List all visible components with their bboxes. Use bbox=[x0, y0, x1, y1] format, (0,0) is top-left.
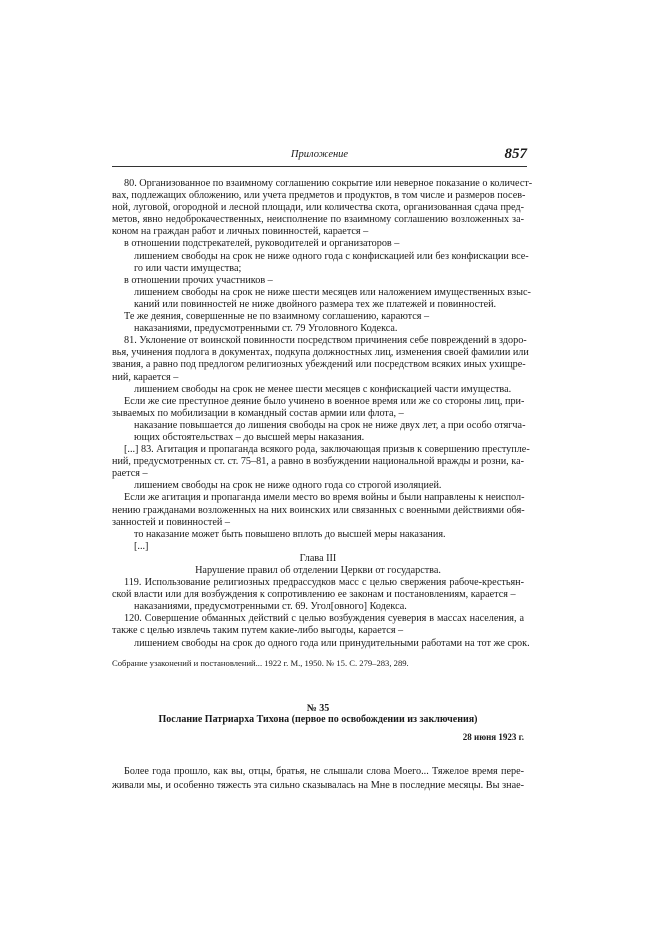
text-line: Если же агитация и пропаганда имели место во время войны и были направлены к неиспол- bbox=[124, 492, 525, 504]
text-line: 120. Совершение обманных действий с целью возбуждения суеверия в массах населения, а bbox=[124, 613, 524, 625]
text-line: также с целью извлечь таким путем какие-либо выгоды, карается – bbox=[112, 625, 404, 637]
text-line: лишением свободы на срок не ниже шести месяцев или наложением имущественных взыс- bbox=[134, 286, 531, 298]
text-line: лишением свободы на срок не менее шести месяцев с конфискацией части имущества. bbox=[134, 383, 512, 395]
text-line: наказаниями, предусмотренными ст. 69. Угол[овного] Кодекса. bbox=[134, 601, 407, 613]
text-line: наказание повышается до лишения свободы на срок не ниже двух лет, а при особо отягча- bbox=[134, 419, 526, 431]
text-line: [...] bbox=[134, 540, 149, 552]
text-line: 80. Организованное по взаимному соглашению сокрытие или неверное показание о количест- bbox=[124, 178, 533, 189]
text-line: го или части имущества; bbox=[134, 262, 242, 274]
text-line: звания, а равно под предлогом религиозных убеждений или посредством всяких иных ухищре- bbox=[112, 359, 526, 371]
chapter-heading: Глава III bbox=[299, 552, 337, 564]
text-line: лишением свободы на срок до одного года или принудительными работами на тот же срок. bbox=[134, 637, 530, 649]
text-line: вья, учинения подлога в документах, подкупа должностных лиц, изменения своей фамилии или bbox=[112, 347, 529, 359]
running-head-title: Приложение bbox=[290, 149, 349, 160]
text-line: Если же сие преступное деяние было учинено в военное время или же со стороны лиц, при- bbox=[124, 395, 525, 407]
text-line: в отношении подстрекателей, руководителей и организаторов – bbox=[124, 238, 400, 250]
text-line: Более года прошло, как вы, отцы, братья, не слышали слова Моего... Тяжелое время пере- bbox=[124, 766, 524, 777]
document-date: 28 июня 1923 г. bbox=[462, 732, 524, 742]
header-rule bbox=[112, 166, 527, 167]
text-line: лишением свободы на срок не ниже одного года с конфискацией или без конфискации все- bbox=[134, 250, 529, 262]
text-line: ний, карается – bbox=[112, 371, 179, 383]
text-line: 119. Использование религиозных предрассудков масс с целью свержения рабоче-крестьян- bbox=[124, 577, 524, 589]
text-line: то наказание может быть повышено вплоть до высшей меры наказания. bbox=[134, 528, 446, 540]
text-line: рается – bbox=[112, 468, 148, 480]
text-line: коном на граждан работ и личных повинностей, карается – bbox=[112, 226, 369, 238]
document-title: Послание Патриарха Тихона (первое по освобождении из заключения) bbox=[158, 714, 478, 725]
text-line: ний, предусмотренных ст. ст. 75–81, а равно в возбуждении национальной вражды и розни, ка- bbox=[112, 456, 524, 468]
text-line: ной, луговой, огородной и лесной площади, или количества скота, организованная сдача пред- bbox=[112, 202, 524, 214]
law-text bbox=[112, 178, 533, 650]
text-line: в отношении прочих участников – bbox=[124, 274, 273, 286]
page-number: 857 bbox=[504, 146, 527, 162]
text-line: занностей и повинностей – bbox=[112, 516, 230, 528]
letter-text bbox=[112, 765, 524, 792]
text-line: метов, явно недоброкачественных, неисполнение по взаимному соглашению возложенных за- bbox=[112, 214, 524, 226]
text-line: вах, подлежащих обложению, или учета предметов и продуктов, в том числе и размеров посев- bbox=[112, 190, 526, 202]
text-line: наказаниями, предусмотренными ст. 79 Уголовного Кодекса. bbox=[134, 323, 398, 335]
text-line: нению гражданами возложенных на них воинских или связанных с военными действиями обя- bbox=[112, 504, 525, 516]
text-line: ской власти или для возбуждения к сопротивлению ее законам и постановлениям, карается – bbox=[112, 589, 516, 601]
text-line: Те же деяния, совершенные не по взаимному соглашению, караются – bbox=[124, 311, 430, 323]
text-line: ющих обстоятельствах – до высшей меры наказания. bbox=[134, 431, 365, 443]
chapter-heading: Нарушение правил об отделении Церкви от государства. bbox=[195, 565, 441, 576]
text-line: 81. Уклонение от воинской повинности посредством причинения себе повреждений в здоро- bbox=[124, 335, 527, 347]
source-citation: Собрание узаконений и постановлений... 1922 г. М., 1950. № 15. С. 279–283, 289. bbox=[112, 658, 409, 668]
text-line: [...] 83. Агитация и пропаганда всякого рода, заключающая призыв к совершению преступле- bbox=[124, 444, 530, 456]
text-line: живали мы, и особенно тяжесть эта сильно сказывалась на Мне в последние месяцы. Вы знае- bbox=[112, 779, 524, 791]
text-line: каний или повинностей не ниже двойного размера тех же платежей и повинностей. bbox=[134, 298, 497, 310]
document-number: № 35 bbox=[306, 703, 330, 714]
running-head bbox=[112, 146, 527, 164]
text-line: зываемых по мобилизации в командный состав армии или флота, – bbox=[112, 407, 404, 419]
text-line: лишением свободы на срок не ниже одного года со строгой изоляцией. bbox=[134, 480, 442, 492]
